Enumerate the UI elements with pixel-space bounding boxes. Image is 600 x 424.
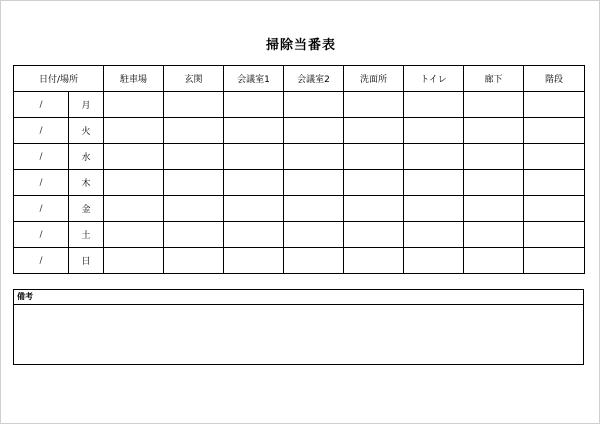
date-cell[interactable]: / [14,118,69,144]
page-title: 掃除当番表 [265,38,336,53]
header-place: 会議室1 [224,66,284,92]
assignment-cell[interactable] [104,118,164,144]
assignment-cell[interactable] [104,248,164,274]
assignment-cell[interactable] [404,196,464,222]
header-place: トイレ [404,66,464,92]
date-cell[interactable]: / [14,144,69,170]
assignment-cell[interactable] [104,196,164,222]
header-place: 駐車場 [104,66,164,92]
header-place: 玄関 [164,66,224,92]
assignment-cell[interactable] [284,222,344,248]
assignment-cell[interactable] [464,196,524,222]
assignment-cell[interactable] [224,170,284,196]
assignment-cell[interactable] [344,144,404,170]
date-cell[interactable]: / [14,248,69,274]
assignment-cell[interactable] [224,92,284,118]
assignment-cell[interactable] [284,170,344,196]
date-cell[interactable]: / [14,196,69,222]
assignment-cell[interactable] [464,222,524,248]
notes-area[interactable] [14,305,583,364]
assignment-cell[interactable] [284,144,344,170]
assignment-cell[interactable] [224,144,284,170]
assignment-cell[interactable] [404,144,464,170]
date-cell[interactable]: / [14,170,69,196]
assignment-cell[interactable] [104,92,164,118]
weekday-cell: 金 [69,196,104,222]
assignment-cell[interactable] [404,92,464,118]
weekday-cell: 木 [69,170,104,196]
assignment-cell[interactable] [164,118,224,144]
header-date-place: 日付/場所 [14,66,104,92]
assignment-cell[interactable] [524,248,585,274]
assignment-cell[interactable] [164,170,224,196]
table-row [14,248,585,274]
assignment-cell[interactable] [404,248,464,274]
header-place: 会議室2 [284,66,344,92]
assignment-cell[interactable] [404,222,464,248]
cleaning-schedule-table [13,65,585,274]
assignment-cell[interactable] [344,92,404,118]
assignment-cell[interactable] [524,222,585,248]
assignment-cell[interactable] [284,118,344,144]
assignment-cell[interactable] [164,196,224,222]
notes-box [13,289,584,365]
assignment-cell[interactable] [524,170,585,196]
assignment-cell[interactable] [284,248,344,274]
weekday-cell: 日 [69,248,104,274]
table-row [14,170,585,196]
date-cell[interactable]: / [14,222,69,248]
assignment-cell[interactable] [464,92,524,118]
assignment-cell[interactable] [344,196,404,222]
assignment-cell[interactable] [104,222,164,248]
table-row [14,144,585,170]
assignment-cell[interactable] [164,222,224,248]
assignment-cell[interactable] [404,118,464,144]
header-place: 階段 [524,66,585,92]
weekday-cell: 火 [69,118,104,144]
assignment-cell[interactable] [224,248,284,274]
assignment-cell[interactable] [164,248,224,274]
assignment-cell[interactable] [524,92,585,118]
weekday-cell: 月 [69,92,104,118]
assignment-cell[interactable] [344,118,404,144]
assignment-cell[interactable] [464,144,524,170]
assignment-cell[interactable] [104,144,164,170]
notes-label: 備考 [14,290,583,305]
assignment-cell[interactable] [284,92,344,118]
assignment-cell[interactable] [224,196,284,222]
table-row [14,222,585,248]
header-place: 廊下 [464,66,524,92]
weekday-cell: 水 [69,144,104,170]
assignment-cell[interactable] [464,118,524,144]
table-row [14,118,585,144]
assignment-cell[interactable] [164,92,224,118]
assignment-cell[interactable] [464,170,524,196]
assignment-cell[interactable] [164,144,224,170]
assignment-cell[interactable] [464,248,524,274]
assignment-cell[interactable] [524,144,585,170]
assignment-cell[interactable] [284,196,344,222]
assignment-cell[interactable] [524,196,585,222]
table-row [14,92,585,118]
date-cell[interactable]: / [14,92,69,118]
assignment-cell[interactable] [344,248,404,274]
assignment-cell[interactable] [404,170,464,196]
assignment-cell[interactable] [344,222,404,248]
header-row [14,66,585,92]
assignment-cell[interactable] [524,118,585,144]
weekday-cell: 土 [69,222,104,248]
assignment-cell[interactable] [344,170,404,196]
assignment-cell[interactable] [224,118,284,144]
table-row [14,196,585,222]
assignment-cell[interactable] [224,222,284,248]
assignment-cell[interactable] [104,170,164,196]
header-place: 洗面所 [344,66,404,92]
